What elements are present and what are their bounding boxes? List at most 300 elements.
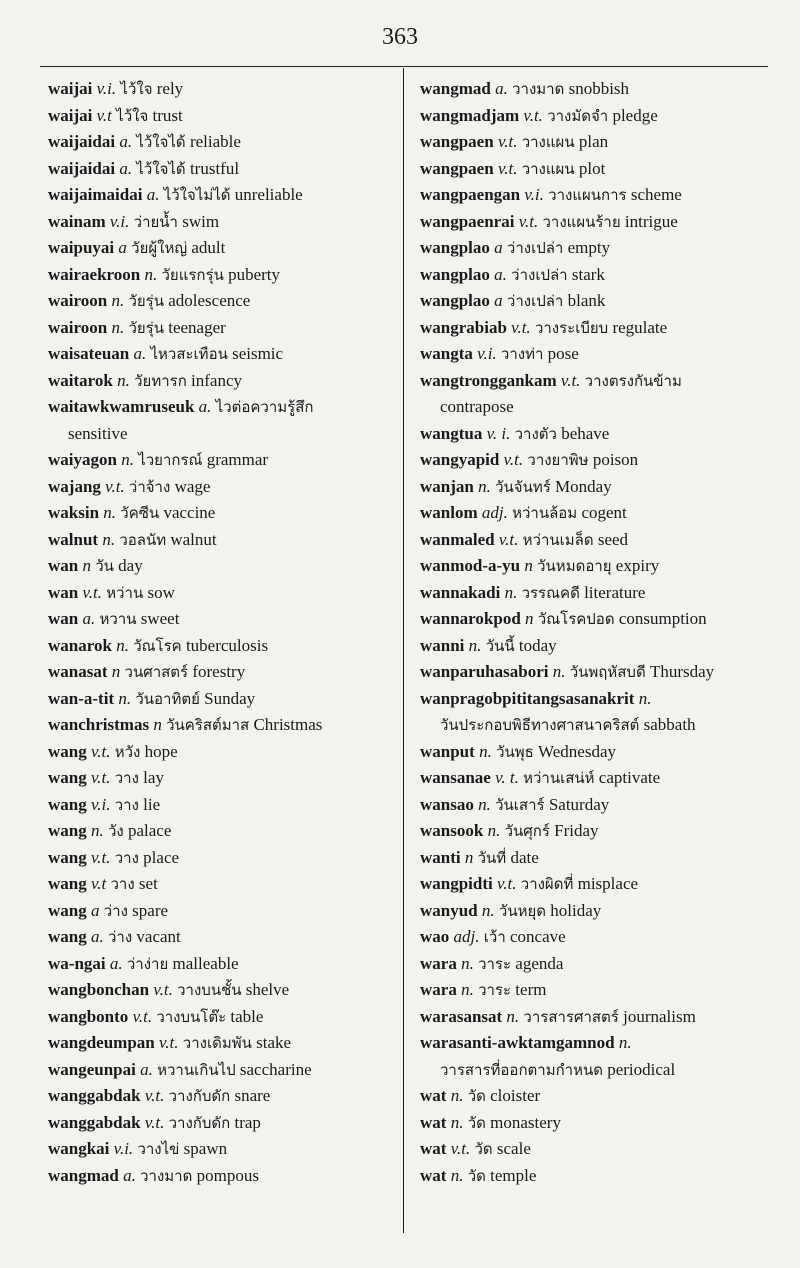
entry-thai: วางมาด (512, 80, 565, 98)
dictionary-entry (48, 818, 398, 845)
entry-thai: หว่านเสน่ห์ (523, 769, 595, 787)
dictionary-entry (420, 288, 780, 315)
entry-english: journalism (623, 1006, 696, 1026)
entry-thai: วางมาด (140, 1166, 193, 1185)
entry-thai: วนศาสตร์ (124, 663, 189, 681)
entry-headword: waisateuan (48, 344, 130, 363)
entry-part-of-speech: a (494, 291, 503, 310)
entry-part-of-speech: n. (117, 370, 130, 390)
dictionary-entry (420, 209, 780, 236)
entry-headword: wangmadjam (420, 105, 520, 125)
entry-thai: ไว้ใจ (116, 106, 149, 125)
dictionary-entry (48, 288, 398, 315)
dictionary-entry (48, 368, 398, 395)
entry-english: trap (234, 1112, 261, 1132)
entry-thai: วัคซีน (120, 504, 160, 522)
entry-headword: wangdeumpan (48, 1033, 155, 1052)
entry-english: holiday (550, 900, 602, 920)
dictionary-entry (48, 209, 398, 236)
dictionary-entry (420, 262, 780, 289)
entry-part-of-speech: v.t. (90, 847, 111, 867)
entry-headword: wairoon (48, 291, 108, 310)
entry-thai: ว่างเปล่า (506, 239, 564, 257)
entry-english: monastery (490, 1112, 561, 1132)
entry-headword: waksin (48, 503, 100, 522)
dictionary-entry (48, 580, 398, 607)
entry-part-of-speech: n. (479, 741, 492, 761)
entry-part-of-speech: n. (90, 821, 104, 840)
entry-part-of-speech: v.t. (144, 1112, 165, 1132)
entry-headword: wang (48, 794, 87, 814)
dictionary-entry (48, 951, 398, 978)
dictionary-entry (48, 1136, 398, 1163)
dictionary-entry (48, 1083, 398, 1110)
entry-english: tuberculosis (185, 635, 269, 655)
entry-thai: วัณโรคปอด (537, 610, 615, 628)
entry-headword: waijai (48, 79, 93, 98)
entry-part-of-speech: v.i. (113, 1139, 134, 1158)
entry-part-of-speech: n. (144, 264, 158, 284)
entry-english: Christmas (253, 715, 323, 734)
entry-part-of-speech: n (464, 847, 474, 867)
entry-part-of-speech: n. (450, 1086, 464, 1105)
entry-headword: wanlom (420, 503, 478, 522)
entry-english: place (143, 847, 180, 867)
entry-part-of-speech: n. (504, 582, 518, 602)
entry-part-of-speech: a (494, 238, 503, 257)
dictionary-entry (48, 977, 398, 1004)
entry-headword: wang (48, 874, 87, 893)
entry-part-of-speech: n (524, 556, 533, 575)
entry-headword: wat (420, 1086, 447, 1105)
entry-thai: วาง (114, 848, 139, 867)
entry-thai: วันหยุด (498, 901, 546, 920)
entry-headword: waijaimaidai (48, 185, 143, 204)
entry-part-of-speech: n. (450, 1165, 464, 1185)
entry-headword: wanparuhasabori (420, 662, 549, 681)
entry-headword: wanti (420, 847, 461, 867)
entry-headword: wangpaenrai (420, 211, 515, 231)
entry-english: sweet (140, 609, 180, 628)
dictionary-entry (48, 235, 398, 262)
entry-headword: wang (48, 927, 87, 946)
entry-headword: wangpaengan (420, 185, 521, 204)
entry-thai: เว้า (483, 928, 506, 946)
dictionary-entry (420, 765, 780, 792)
dictionary-entry (420, 527, 780, 554)
dictionary-entry (48, 739, 398, 766)
entry-part-of-speech: v.t. (90, 741, 111, 761)
entry-headword: warasanti-awktamgamnod (420, 1033, 615, 1052)
entry-headword: wangpaen (420, 158, 494, 178)
entry-headword: wanyud (420, 900, 478, 920)
entry-thai: วัง (107, 822, 124, 840)
entry-part-of-speech: a. (146, 185, 160, 204)
entry-headword: wajang (48, 476, 101, 496)
dictionary-entry (48, 712, 398, 739)
dictionary-entry (420, 1083, 780, 1110)
dictionary-entry (420, 951, 780, 978)
dictionary-entry (48, 606, 398, 633)
entry-part-of-speech: a (90, 900, 100, 920)
entry-english: seismic (232, 344, 284, 363)
column-divider (403, 68, 404, 1233)
entry-thai: วางตัว (514, 424, 557, 443)
entry-thai: วันพฤหัสบดี (569, 663, 646, 681)
dictionary-entry (48, 553, 398, 580)
dictionary-entry (48, 1004, 398, 1031)
entry-part-of-speech: n (525, 609, 534, 628)
dictionary-entry (48, 1057, 398, 1084)
entry-english: lie (143, 794, 161, 814)
entry-headword: wannarokpod (420, 609, 521, 628)
entry-english: literature (584, 582, 646, 602)
entry-part-of-speech: n. (461, 980, 474, 999)
entry-english: date (510, 847, 539, 867)
entry-headword: wa-ngai (48, 953, 106, 973)
dictionary-entry (48, 262, 398, 289)
dictionary-entry (48, 394, 398, 447)
entry-headword: wangtua (420, 423, 483, 443)
dictionary-entry (48, 765, 398, 792)
entry-part-of-speech: n. (450, 1112, 464, 1132)
entry-thai: วันประกอบพิธีทางศาสนาคริสต์ (440, 716, 640, 734)
dictionary-entry (48, 1163, 398, 1190)
entry-thai: วัด (467, 1166, 486, 1185)
entry-thai: หวานเกินไป (157, 1060, 236, 1079)
entry-headword: waijaidai (48, 158, 116, 178)
entry-english: rely (156, 79, 184, 98)
entry-english: behave (561, 423, 610, 443)
entry-part-of-speech: v.t. (153, 980, 173, 999)
entry-english: agenda (515, 953, 564, 973)
dictionary-entry (420, 368, 780, 421)
dictionary-entry (48, 76, 398, 103)
entry-part-of-speech: v.t. (560, 370, 581, 390)
entry-part-of-speech: n. (618, 1033, 632, 1052)
page-number: 363 (382, 24, 418, 50)
entry-part-of-speech: a. (198, 397, 212, 416)
entry-part-of-speech: v.t. (450, 1139, 471, 1158)
entry-part-of-speech: n. (552, 662, 566, 681)
entry-thai: วัยแรกรุ่น (161, 265, 224, 284)
dictionary-entry (48, 447, 398, 474)
dictionary-entry (48, 341, 398, 368)
entry-thai: ว่างเปล่า (506, 292, 564, 310)
dictionary-entry (420, 739, 780, 766)
dictionary-entry (48, 315, 398, 342)
entry-english: cogent (581, 503, 627, 522)
dictionary-entry (420, 235, 780, 262)
entry-headword: wangta (420, 344, 473, 363)
entry-headword: warasansat (420, 1006, 503, 1026)
entry-headword: wat (420, 1112, 447, 1132)
entry-thai: วางบนโต๊ะ (156, 1007, 227, 1026)
dictionary-entry (420, 447, 780, 474)
entry-thai: วัณโรค (133, 636, 182, 655)
entry-headword: wanni (420, 635, 465, 655)
entry-thai: ไว้ใจได้ (136, 159, 186, 178)
entry-headword: wansanae (420, 768, 491, 787)
entry-english: vaccine (163, 503, 216, 522)
entry-part-of-speech: n. (638, 688, 652, 708)
entry-english: Wednesday (538, 741, 616, 761)
entry-thai: วอลนัท (119, 530, 167, 549)
entry-thai: วันคริสต์มาส (166, 716, 250, 734)
entry-thai: วางบนชั้น (177, 981, 242, 999)
entry-part-of-speech: v.t. (518, 211, 539, 231)
entry-headword: wanarok (48, 635, 112, 655)
entry-english: table (230, 1006, 264, 1026)
entry-thai: วัด (474, 1140, 493, 1158)
dictionary-entry (420, 103, 780, 130)
entry-headword: waitawkwamruseuk (48, 397, 195, 416)
dictionary-entry (420, 633, 780, 660)
entry-english: today (518, 635, 557, 655)
entry-thai: วันนี้ (485, 636, 515, 655)
entry-thai: วางตรงกันข้าม (584, 371, 682, 390)
dictionary-entry (48, 792, 398, 819)
entry-english: Saturday (548, 794, 610, 814)
entry-thai: วารสารศาสตร์ (523, 1007, 619, 1026)
entry-thai: ว่าง่าย (126, 954, 169, 973)
dictionary-entry (420, 182, 780, 209)
entry-headword: wangpidti (420, 874, 493, 893)
entry-headword: wangmad (420, 79, 491, 98)
entry-thai: วันอาทิตย์ (135, 689, 200, 708)
entry-headword: wang (48, 821, 87, 840)
entry-thai: วางไข่ (137, 1140, 180, 1158)
entry-headword: wang (48, 847, 87, 867)
entry-part-of-speech: n. (478, 794, 491, 814)
entry-english: unreliable (234, 185, 303, 204)
dictionary-entry (420, 1030, 780, 1083)
dictionary-entry (420, 818, 780, 845)
entry-part-of-speech: n. (121, 450, 134, 469)
entry-part-of-speech: v.t. (503, 450, 524, 469)
dictionary-entry (420, 871, 780, 898)
entry-headword: wairoon (48, 317, 108, 337)
entry-part-of-speech: v.t. (497, 158, 518, 178)
dictionary-entry (420, 500, 780, 527)
dictionary-entry (48, 500, 398, 527)
entry-english: expiry (615, 556, 660, 575)
entry-part-of-speech: v.i. (90, 794, 111, 814)
entry-part-of-speech: a. (119, 158, 133, 178)
entry-part-of-speech: v.t. (90, 768, 111, 787)
dictionary-entry (420, 924, 780, 951)
entry-part-of-speech: v. t. (495, 768, 519, 787)
entry-english: cloister (490, 1086, 541, 1105)
dictionary-entry (420, 792, 780, 819)
entry-thai: วางระเบียบ (534, 318, 609, 337)
entry-english: temple (490, 1165, 537, 1185)
entry-headword: wan (48, 609, 79, 628)
dictionary-entry (48, 182, 398, 209)
entry-english: pompous (196, 1165, 259, 1185)
entry-part-of-speech: a. (495, 79, 508, 98)
entry-english: Sunday (204, 688, 256, 708)
entry-thai: วารสารที่ออกตามกำหนด (440, 1060, 603, 1079)
dictionary-entry (48, 1030, 398, 1057)
entry-english: blank (567, 291, 606, 310)
entry-part-of-speech: n. (111, 317, 125, 337)
entry-thai: วันที่ (477, 848, 507, 867)
entry-english: walnut (170, 529, 217, 549)
entry-headword: wang (48, 900, 87, 920)
entry-headword: wangyapid (420, 450, 500, 469)
entry-english: concave (510, 927, 566, 946)
right-column (420, 76, 780, 1189)
entry-part-of-speech: n. (506, 1006, 520, 1026)
entry-part-of-speech: v.t. (132, 1006, 153, 1026)
entry-headword: wangrabiab (420, 317, 507, 337)
entry-thai: หว่านเมล็ด (522, 530, 594, 549)
entry-part-of-speech: a. (109, 953, 123, 973)
dictionary-entry (420, 1110, 780, 1137)
entry-thai: วัด (467, 1113, 486, 1132)
entry-thai: ไวยากรณ์ (138, 451, 203, 469)
entry-thai: วันเสาร์ (495, 795, 545, 814)
entry-english: vacant (136, 927, 181, 946)
entry-part-of-speech: v.t. (497, 874, 517, 893)
entry-thai: วางแผน (521, 159, 575, 178)
entry-english: Monday (555, 476, 612, 496)
entry-part-of-speech: a. (90, 927, 104, 946)
entry-english: snare (234, 1086, 271, 1105)
entry-english: contrapose (440, 397, 514, 416)
dictionary-entry (420, 580, 780, 607)
entry-headword: wangmad (48, 1165, 119, 1185)
entry-headword: waijai (48, 105, 93, 125)
entry-english: consumption (618, 609, 707, 628)
entry-headword: wangplao (420, 264, 490, 284)
entry-english: forestry (192, 662, 246, 681)
entry-english: sabbath (643, 715, 696, 734)
entry-headword: wanjan (420, 476, 474, 496)
dictionary-entry (420, 341, 780, 368)
entry-english: pose (547, 344, 579, 363)
dictionary-entry (420, 156, 780, 183)
entry-english: saccharine (239, 1059, 312, 1079)
entry-english: set (138, 874, 158, 893)
dictionary-entry (48, 474, 398, 501)
entry-thai: วาระ (478, 981, 512, 999)
entry-english: stark (571, 264, 605, 284)
entry-thai: วัยรุ่น (128, 292, 164, 310)
entry-part-of-speech: a. (119, 132, 133, 151)
dictionary-entry (48, 898, 398, 925)
entry-english: misplace (577, 874, 639, 893)
top-rule (40, 66, 768, 67)
entry-part-of-speech: n. (111, 291, 125, 310)
entry-thai: ว่าจ้าง (128, 477, 171, 496)
entry-headword: wanmod-a-yu (420, 556, 521, 575)
dictionary-entry (420, 1136, 780, 1163)
dictionary-entry (48, 659, 398, 686)
entry-translation-line (420, 394, 780, 421)
entry-headword: wao (420, 927, 450, 946)
entry-english: term (515, 980, 547, 999)
entry-thai: วัยทารก (134, 371, 187, 390)
entry-headword: wang (48, 741, 87, 761)
entry-thai: วาระ (478, 954, 512, 973)
entry-english: empty (567, 238, 611, 257)
entry-part-of-speech: v. i. (486, 423, 511, 443)
entry-thai: วาง (110, 875, 135, 893)
entry-headword: wat (420, 1139, 447, 1158)
entry-english: sow (147, 582, 175, 602)
entry-thai: ไหวสะเทือน (150, 345, 228, 363)
entry-headword: wangkai (48, 1139, 110, 1158)
entry-part-of-speech: n (153, 715, 162, 734)
entry-part-of-speech: a. (494, 264, 507, 284)
entry-headword: wara (420, 953, 457, 973)
entry-thai: วางยาพิษ (527, 451, 589, 469)
entry-headword: wairaekroon (48, 264, 141, 284)
entry-english: shelve (245, 980, 290, 999)
dictionary-entry (420, 686, 780, 739)
entry-thai: ว่าง (107, 928, 133, 946)
entry-english: periodical (607, 1059, 676, 1079)
entry-english: trust (152, 105, 183, 125)
entry-headword: wat (420, 1165, 447, 1185)
entry-thai: วรรณคดี (521, 583, 580, 602)
entry-thai: วางเดิมพัน (182, 1034, 252, 1052)
entry-english: seed (597, 529, 629, 549)
entry-english: pledge (612, 105, 658, 125)
entry-headword: wan (48, 556, 79, 575)
entry-headword: wanggabdak (48, 1086, 141, 1105)
entry-headword: wangbonchan (48, 980, 150, 999)
dictionary-entry (420, 1004, 780, 1031)
entry-translation-line (48, 421, 398, 448)
entry-english: adolescence (168, 291, 251, 310)
entry-headword: wanchristmas (48, 715, 150, 734)
entry-headword: walnut (48, 529, 99, 549)
entry-english: trustful (189, 158, 240, 178)
dictionary-entry (420, 898, 780, 925)
entry-thai: วางแผนการ (548, 186, 627, 204)
entry-english: scale (496, 1139, 531, 1158)
dictionary-entry (48, 103, 398, 130)
entry-headword: wansook (420, 821, 484, 840)
entry-thai: หว่าน (106, 583, 144, 602)
entry-english: day (118, 556, 143, 575)
entry-thai: วาง (114, 795, 139, 814)
entry-english: teenager (168, 317, 226, 337)
entry-part-of-speech: v.i. (96, 79, 117, 98)
dictionary-entry (48, 686, 398, 713)
dictionary-entry (420, 1163, 780, 1190)
entry-headword: wanggabdak (48, 1112, 141, 1132)
entry-part-of-speech: v.t (90, 874, 107, 893)
left-column (48, 76, 398, 1189)
entry-english: spawn (183, 1139, 228, 1158)
entry-thai: วาง (114, 769, 139, 787)
entry-english: lay (143, 768, 164, 787)
dictionary-entry (420, 845, 780, 872)
entry-part-of-speech: n. (118, 688, 132, 708)
entry-part-of-speech: n. (103, 503, 117, 522)
dictionary-entry (48, 633, 398, 660)
entry-headword: waiyagon (48, 450, 117, 469)
dictionary-entry (420, 76, 780, 103)
entry-thai: วางแผน (521, 133, 575, 151)
entry-headword: waijaidai (48, 132, 116, 151)
entry-part-of-speech: v.t. (82, 582, 102, 602)
entry-english: intrigue (624, 211, 678, 231)
